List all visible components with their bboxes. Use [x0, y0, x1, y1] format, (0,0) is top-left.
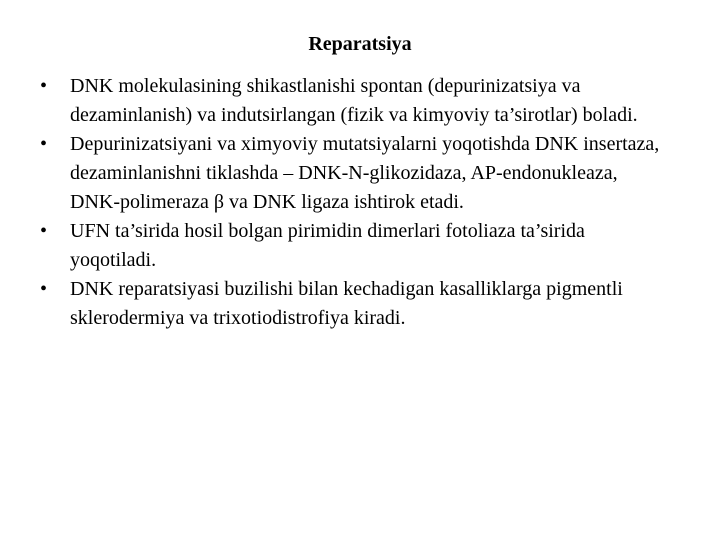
bullet-item-2 [40, 130, 680, 217]
bullet-item-3 [40, 217, 680, 275]
bullet-icon: • [40, 278, 48, 300]
bullet-text: DNK reparatsiyasi buzilishi bilan kechadigan kasalliklarga pigmentli sklerodermiya va trixotiodistrofiya kiradi. [70, 278, 623, 329]
bullet-text: UFN ta’sirida hosil bolgan pirimidin dimerlari fotoliaza ta’sirida yoqotiladi. [70, 220, 585, 271]
bullet-text: DNK molekulasining shikastlanishi spontan (depurinizatsiya va dezaminlanish) va indutsirlangan (fizik va kimyoviy ta’sirotlar) boladi. [70, 75, 638, 126]
bullet-list [40, 72, 680, 333]
bullet-icon: • [40, 133, 48, 155]
bullet-icon: • [40, 75, 48, 97]
bullet-item-4 [40, 275, 680, 333]
bullet-icon: • [40, 220, 48, 242]
bullet-item-1 [40, 72, 680, 130]
bullet-text: Depurinizatsiyani va ximyoviy mutatsiyalarni yoqotishda DNK insertaza, dezaminlanishni tiklashda – DNK-N-glikozidaza, AP-endonukleaza, DNK-polimeraza β va DNK ligaza ishtirok etadi. [70, 133, 660, 213]
slide-title: Reparatsiya [308, 33, 412, 55]
